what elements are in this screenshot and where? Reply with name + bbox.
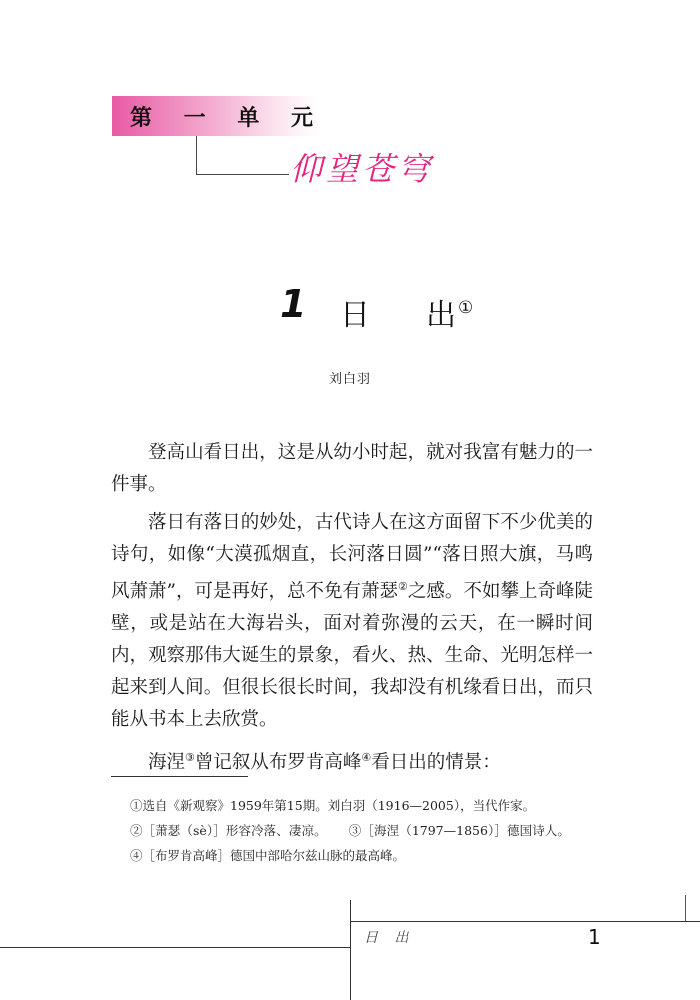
lesson-title-char-2: 出: [426, 298, 456, 333]
footer-lesson-title: 日 出: [364, 930, 415, 946]
paragraph-3: [111, 742, 593, 779]
footnote-2-3: [130, 818, 592, 868]
lesson-title-footnote-ref: ①: [458, 298, 474, 318]
footer-rule-edge: [685, 895, 686, 921]
author-name: 刘白羽: [328, 372, 371, 387]
lesson-title: [340, 290, 473, 334]
footer-rule-vertical: [350, 900, 351, 1000]
paragraph-3-part-2: 曾记叙从布罗肯高峰: [194, 752, 362, 773]
footnote-1: ①选自《新观察》1959年第15期。刘白羽（1916—2005），当代作家。: [130, 798, 536, 813]
footer-rule-left: [0, 947, 350, 948]
unit-theme-title: 仰望苍穹: [290, 150, 435, 188]
lesson-title-char-1: 日: [340, 298, 370, 333]
body-text: [111, 437, 593, 785]
footnote-3: ③［海涅（1797—1856）］德国诗人。: [348, 823, 570, 838]
footnote-ref-2: ②: [398, 580, 408, 593]
footnote-ref-4: ④: [361, 751, 372, 764]
paragraph-2-part-2: 之感。不如攀上奇峰陡壁，或是站在大海岩头，面对着弥漫的云天，在一瞬时间内，观察那伟大诞生的景象，看火、热、生命、光明怎样一起来到人间。但很长很长时间，我却没有机缘看日出，而只能从书本上去欣赏。: [111, 581, 593, 730]
unit-label: 第 一 单 元: [130, 106, 325, 131]
footnote-separator: [111, 776, 248, 777]
footnote-ref-3: ③: [185, 751, 195, 764]
paragraph-3-part-1: 海涅: [148, 752, 186, 773]
footnotes: [130, 793, 592, 868]
paragraph-1: 登高山看日出，这是从幼小时起，就对我富有魅力的一件事。: [111, 442, 593, 495]
unit-bracket-line: [196, 136, 289, 175]
lesson-number: 1: [280, 282, 307, 326]
paragraph-2: [111, 507, 593, 736]
paragraph-2-part-1: 落日有落日的妙处，古代诗人在这方面留下不少优美的诗句，如像“大漠孤烟直，长河落日圆”“落日照大旗，马鸣风萧萧”，可是再好，总不免有萧瑟: [111, 512, 593, 602]
footer-rule-right: [350, 921, 700, 922]
paragraph-3-part-3: 看日出的情景：: [371, 752, 501, 773]
footnote-2: ②［萧瑟（sè）］形容冷落、凄凉。: [130, 823, 327, 838]
page-number: 1: [588, 925, 601, 949]
footnote-4: ④［布罗肯高峰］德国中部哈尔兹山脉的最高峰。: [130, 848, 406, 863]
